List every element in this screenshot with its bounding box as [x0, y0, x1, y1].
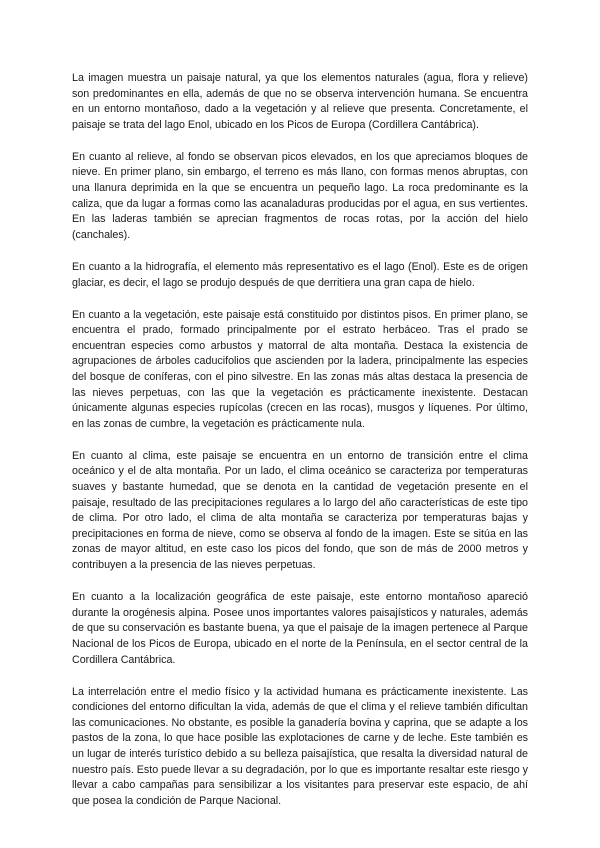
paragraph-relieve: En cuanto al relieve, al fondo se observan picos elevados, en los que apreciamos bloques de nieve. En primer plano, sin embargo, el terreno es más llano, con formas menos abruptas, con una llanura deprimida en la que se encuentra un pequeño lago. La roca predominante es la caliza, que da lugar a formas como las acanaladuras producidas por el agua, en sus vertientes. En las laderas también se aprecian fragmentos de rocas rotas, por la acción del hielo (canchales).: [72, 150, 528, 241]
paragraph-vegetacion: En cuanto a la vegetación, este paisaje está constituido por distintos pisos. En primer plano, se encuentra el prado, formado principalmente por el estrato herbáceo. Tras el prado se encuentran especies como arbustos y matorral de alta montaña. Destaca la existencia de agrupaciones de árboles caducifolios que ascienden por la ladera, principalmente las especies del bosque de coníferas, con el pino silvestre. En las zonas más altas destaca la presencia de las nieves perpetuas, con las que la vegetación es prácticamente inexistente. Destacan únicamente algunas especies rupícolas (crecen en las rocas), musgos y líquenes. Por último, en las zonas de cumbre, la vegetación es prácticamente nula.: [72, 308, 528, 430]
paragraph-hidrografia: En cuanto a la hidrografía, el elemento más representativo es el lago (Enol). Este es de origen glaciar, es decir, el lago se produjo después de que derritiera una gran capa de hielo.: [72, 260, 528, 289]
paragraph-interrelacion: La interrelación entre el medio físico y la actividad humana es prácticamente inexistente. Las condiciones del entorno dificultan la vida, además de que el clima y el relieve también dificultan las comunicaciones. No obstante, es posible la ganadería bovina y caprina, que se adapte a los pastos de la zona, lo que hace posible las explotaciones de carne y de leche. Este también es un lugar de interés turístico debido a su belleza paisajística, que resalta la diversidad natural de nuestro país. Esto puede llevar a su degradación, por lo que es importante resaltar este riesgo y llevar a cabo campañas para sensibilizar a los visitantes para preservar este espacio, de ahí que posea la condición de Parque Nacional.: [72, 685, 528, 807]
paragraph-intro: La imagen muestra un paisaje natural, ya que los elementos naturales (agua, flora y relieve) son predominantes en ella, además de que no se observa intervención humana. Se encuentra en un entorno montañoso, dado a la vegetación y al relieve que presenta. Concretamente, el paisaje se trata del lago Enol, ubicado en los Picos de Europa (Cordillera Cantábrica).: [72, 72, 528, 131]
paragraph-localizacion: En cuanto a la localización geográfica de este paisaje, este entorno montañoso apareció durante la orogénesis alpina. Posee unos importantes valores paisajísticos y naturales, además de que su conservación es bastante buena, ya que el paisaje de la imagen pertenece al Parque Nacional de los Picos de Europa, ubicado en el norte de la Península, en el sector central de la Cordillera Cantábrica.: [72, 591, 528, 666]
paragraph-clima: En cuanto al clima, este paisaje se encuentra en un entorno de transición entre el clima oceánico y el de alta montaña. Por un lado, el clima oceánico se caracteriza por temperaturas suaves y bastante humedad, que se denota en la cantidad de vegetación presente en el paisaje, resultado de las precipitaciones regulares a lo largo del año características de este tipo de clima. Por otro lado, el clima de alta montaña se caracteriza por temperaturas bajas y precipitaciones en forma de nieve, como se observa al fondo de la imagen. Este se sitúa en las zonas de mayor altitud, en este caso los picos del fondo, que son de más de 2000 metros y contribuyen a la presencia de las nieves perpetuas.: [72, 449, 528, 572]
document-body: [72, 71, 528, 826]
